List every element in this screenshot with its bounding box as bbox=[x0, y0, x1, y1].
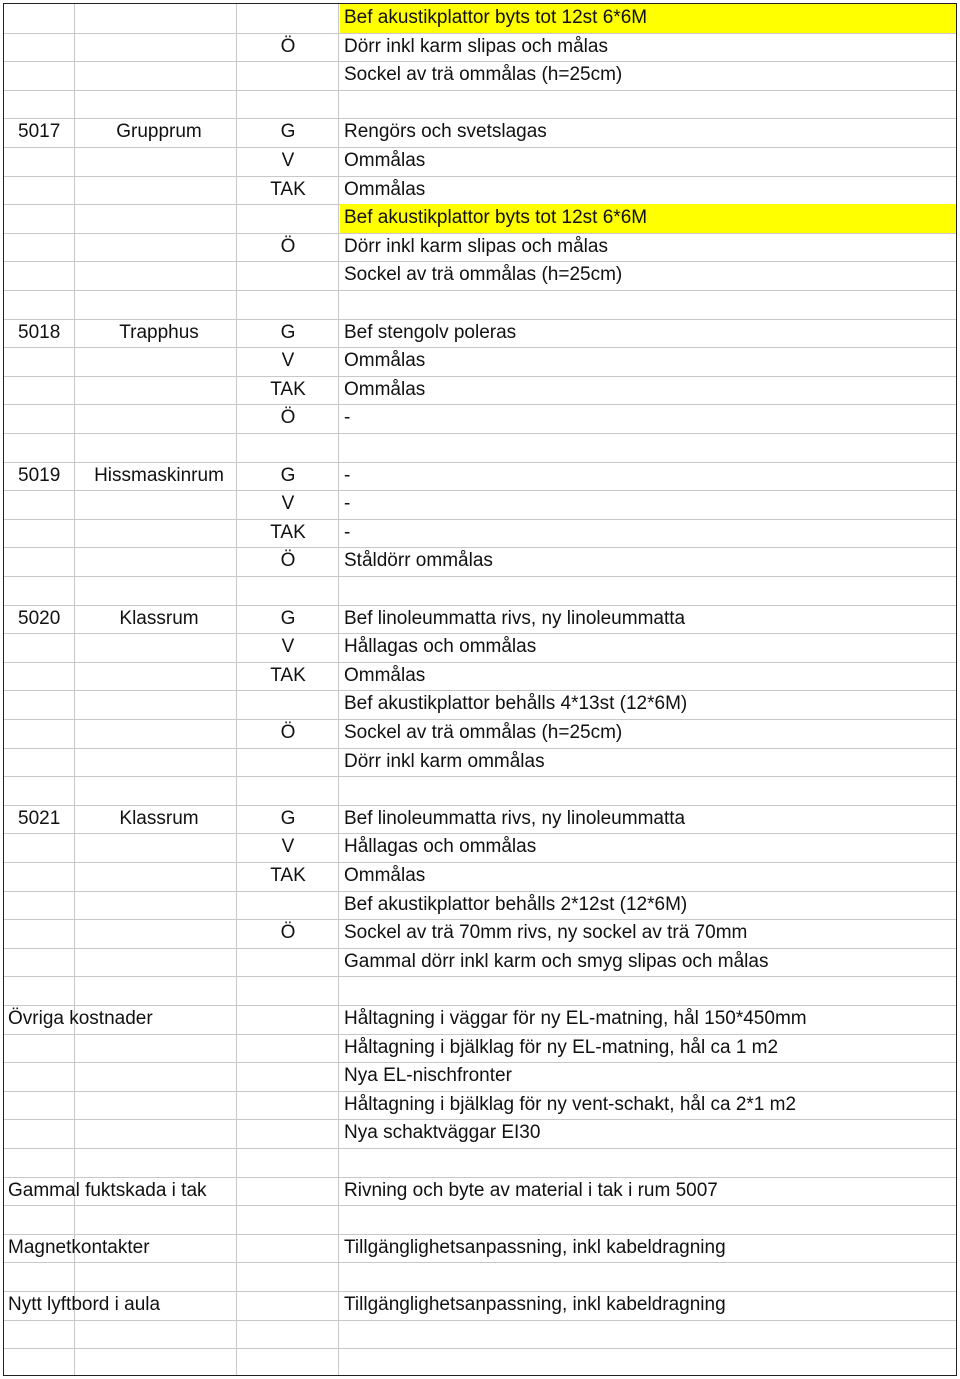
table-row bbox=[4, 919, 956, 948]
description-cell bbox=[340, 1320, 956, 1349]
description-cell: Sockel av trä ommålas (h=25cm) bbox=[344, 264, 623, 286]
table-row bbox=[4, 891, 956, 920]
surface-code-cell: V bbox=[281, 836, 295, 858]
surface-code-cell bbox=[238, 576, 338, 605]
room-number-cell: 5019 bbox=[18, 464, 61, 486]
room-name-cell bbox=[84, 433, 234, 462]
room-number-cell: 5017 bbox=[18, 121, 61, 143]
surface-code-cell: Ö bbox=[280, 235, 296, 257]
surface-code-cell: V bbox=[281, 636, 295, 658]
description-cell: Nya EL-nischfronter bbox=[344, 1065, 512, 1087]
room-name-cell bbox=[84, 776, 234, 805]
room-name-cell bbox=[84, 261, 234, 290]
description-cell: Ommålas bbox=[344, 150, 426, 171]
surface-code-cell bbox=[238, 261, 338, 290]
category-cell: Gammal fuktskada i tak bbox=[8, 1179, 207, 1201]
description-cell: Håltagning i bjälklag för ny vent-schakt, hål ca 2*1 m2 bbox=[344, 1093, 797, 1115]
room-name-cell bbox=[84, 176, 234, 205]
description-cell: Ommålas bbox=[344, 664, 426, 686]
table-row bbox=[4, 4, 956, 33]
table-row bbox=[4, 490, 956, 519]
description-cell: Ommålas bbox=[344, 350, 426, 372]
room-name-cell bbox=[84, 833, 234, 862]
room-name-cell bbox=[84, 404, 234, 433]
description-cell: Sockel av trä ommålas (h=25cm) bbox=[344, 722, 623, 743]
room-name-cell: Trapphus bbox=[119, 321, 199, 343]
description-cell: Sockel av trä ommålas (h=25cm) bbox=[344, 64, 623, 86]
table-row bbox=[4, 1234, 956, 1263]
room-name-cell bbox=[84, 690, 234, 719]
description-cell bbox=[340, 576, 956, 605]
surface-code-cell: Ö bbox=[280, 407, 296, 429]
surface-code-cell bbox=[238, 290, 338, 319]
table-row bbox=[4, 948, 956, 977]
table-row bbox=[4, 662, 956, 691]
room-name-cell bbox=[84, 204, 234, 233]
surface-code-cell bbox=[238, 976, 338, 1005]
description-cell: - bbox=[344, 521, 351, 543]
description-cell: - bbox=[344, 464, 351, 486]
description-cell: Dörr inkl karm slipas och målas bbox=[344, 35, 608, 57]
room-name-cell bbox=[84, 490, 234, 519]
surface-code-cell: G bbox=[280, 807, 296, 829]
room-name-cell bbox=[84, 33, 234, 62]
surface-code-cell: V bbox=[281, 493, 295, 515]
table-row bbox=[4, 547, 956, 576]
room-name-cell: Grupprum bbox=[116, 121, 202, 143]
description-cell bbox=[340, 433, 956, 462]
table-row bbox=[4, 1034, 956, 1063]
table-row bbox=[4, 290, 956, 319]
room-name-cell bbox=[84, 376, 234, 405]
room-name-cell: Hissmaskinrum bbox=[94, 464, 224, 486]
room-name-cell bbox=[84, 862, 234, 891]
description-cell: Sockel av trä 70mm rivs, ny sockel av trä 70mm bbox=[344, 922, 748, 944]
table-row bbox=[4, 176, 956, 205]
description-cell: Nya schaktväggar EI30 bbox=[344, 1122, 541, 1144]
table-row bbox=[4, 519, 956, 548]
table-row bbox=[4, 862, 956, 891]
room-name-cell bbox=[84, 748, 234, 777]
table-row bbox=[4, 1091, 956, 1120]
room-name-cell bbox=[84, 891, 234, 920]
room-name-cell: Klassrum bbox=[119, 807, 199, 829]
surface-code-cell bbox=[238, 61, 338, 90]
table-row bbox=[4, 1148, 956, 1177]
table-row bbox=[4, 404, 956, 433]
description-cell: Tillgänglighetsanpassning, inkl kabeldragning bbox=[344, 1294, 726, 1315]
spreadsheet-table bbox=[3, 3, 957, 1376]
surface-code-cell: Ö bbox=[280, 722, 296, 743]
category-cell: Övriga kostnader bbox=[8, 1008, 153, 1029]
description-cell: Tillgänglighetsanpassning, inkl kabeldragning bbox=[344, 1236, 726, 1258]
table-row bbox=[4, 319, 956, 348]
surface-code-cell bbox=[238, 948, 338, 977]
description-cell: Bef linoleummatta rivs, ny linoleummatta bbox=[344, 807, 686, 829]
table-row bbox=[4, 90, 956, 119]
description-cell: Håltagning i bjälklag för ny EL-matning, hål ca 1 m2 bbox=[344, 1036, 779, 1058]
category-cell: Nytt lyftbord i aula bbox=[8, 1294, 161, 1315]
room-number-cell: 5021 bbox=[18, 807, 61, 829]
room-name-cell bbox=[84, 61, 234, 90]
table-row bbox=[4, 1320, 956, 1349]
description-cell: Ommålas bbox=[344, 865, 426, 886]
description-cell: Ståldörr ommålas bbox=[344, 550, 493, 572]
room-name-cell bbox=[84, 633, 234, 662]
table-row bbox=[4, 1177, 956, 1206]
surface-code-cell: TAK bbox=[270, 664, 306, 686]
description-cell: Ommålas bbox=[344, 378, 426, 400]
table-row bbox=[4, 33, 956, 62]
surface-code-cell: Ö bbox=[280, 922, 296, 944]
surface-code-cell bbox=[238, 690, 338, 719]
description-cell bbox=[340, 90, 956, 119]
surface-code-cell: G bbox=[280, 121, 296, 143]
description-cell: Hållagas och ommålas bbox=[344, 836, 537, 858]
surface-code-cell: V bbox=[281, 350, 295, 372]
description-cell bbox=[340, 1148, 956, 1177]
description-cell bbox=[340, 1205, 956, 1234]
surface-code-cell: TAK bbox=[270, 521, 306, 543]
table-row bbox=[4, 233, 956, 262]
surface-code-cell: Ö bbox=[280, 35, 296, 57]
table-row bbox=[4, 462, 956, 491]
description-cell: Bef linoleummatta rivs, ny linoleummatta bbox=[344, 607, 686, 629]
room-number-cell: 5020 bbox=[18, 607, 61, 629]
table-row bbox=[4, 833, 956, 862]
surface-code-cell: TAK bbox=[270, 378, 306, 400]
table-row bbox=[4, 347, 956, 376]
surface-code-cell bbox=[238, 4, 338, 33]
table-row bbox=[4, 1062, 956, 1091]
table-row bbox=[4, 1119, 956, 1148]
room-name-cell bbox=[84, 576, 234, 605]
description-cell bbox=[340, 1348, 956, 1376]
description-cell: Ommålas bbox=[344, 178, 426, 200]
description-cell: Dörr inkl karm slipas och målas bbox=[344, 235, 608, 257]
description-cell: Rivning och byte av material i tak i rum 5007 bbox=[344, 1179, 718, 1201]
table-row bbox=[4, 61, 956, 90]
table-row bbox=[4, 1005, 956, 1034]
table-row bbox=[4, 147, 956, 176]
table-row bbox=[4, 1348, 956, 1376]
description-cell: Gammal dörr inkl karm och smyg slipas och målas bbox=[344, 950, 769, 972]
surface-code-cell: G bbox=[280, 321, 296, 343]
table-row bbox=[4, 605, 956, 634]
room-name-cell: Klassrum bbox=[119, 607, 199, 629]
table-row bbox=[4, 633, 956, 662]
room-name-cell bbox=[84, 662, 234, 691]
room-name-cell bbox=[84, 976, 234, 1005]
table-row bbox=[4, 690, 956, 719]
room-name-cell bbox=[84, 4, 234, 33]
table-row bbox=[4, 1205, 956, 1234]
table-row bbox=[4, 776, 956, 805]
room-name-cell bbox=[84, 519, 234, 548]
table-row bbox=[4, 748, 956, 777]
description-cell: Bef akustikplattor byts tot 12st 6*6M bbox=[340, 4, 956, 33]
description-cell: Rengörs och svetslagas bbox=[344, 121, 547, 143]
room-number-cell: 5018 bbox=[18, 321, 61, 343]
room-name-cell bbox=[84, 948, 234, 977]
room-name-cell bbox=[84, 547, 234, 576]
description-cell: - bbox=[344, 493, 351, 515]
room-name-cell bbox=[84, 347, 234, 376]
table-row bbox=[4, 433, 956, 462]
surface-code-cell: G bbox=[280, 464, 296, 486]
table-row bbox=[4, 719, 956, 748]
table-row bbox=[4, 204, 956, 233]
table-row bbox=[4, 376, 956, 405]
surface-code-cell: TAK bbox=[270, 865, 306, 886]
description-cell bbox=[340, 776, 956, 805]
surface-code-cell bbox=[238, 776, 338, 805]
surface-code-cell bbox=[238, 90, 338, 119]
table-row bbox=[4, 805, 956, 834]
description-cell bbox=[340, 976, 956, 1005]
category-cell: Magnetkontakter bbox=[8, 1236, 150, 1258]
surface-code-cell: Ö bbox=[280, 550, 296, 572]
room-name-cell bbox=[84, 90, 234, 119]
room-name-cell bbox=[84, 147, 234, 176]
table-row bbox=[4, 261, 956, 290]
description-cell bbox=[340, 1262, 956, 1291]
description-cell: Bef akustikplattor behålls 4*13st (12*6M) bbox=[344, 693, 688, 715]
surface-code-cell bbox=[238, 748, 338, 777]
room-name-cell bbox=[84, 919, 234, 948]
surface-code-cell bbox=[238, 433, 338, 462]
surface-code-cell bbox=[238, 204, 338, 233]
description-cell bbox=[340, 290, 956, 319]
table-row bbox=[4, 118, 956, 147]
table-row bbox=[4, 1291, 956, 1320]
description-cell: - bbox=[344, 407, 351, 429]
surface-code-cell: G bbox=[280, 607, 296, 629]
room-name-cell bbox=[84, 719, 234, 748]
table-row bbox=[4, 576, 956, 605]
description-cell: Håltagning i väggar för ny EL-matning, hål 150*450mm bbox=[344, 1008, 807, 1029]
surface-code-cell bbox=[238, 891, 338, 920]
room-name-cell bbox=[84, 290, 234, 319]
room-name-cell bbox=[84, 233, 234, 262]
description-cell: Dörr inkl karm ommålas bbox=[344, 750, 545, 772]
description-cell: Bef akustikplattor byts tot 12st 6*6M bbox=[340, 204, 956, 233]
table-row bbox=[4, 976, 956, 1005]
description-cell: Hållagas och ommålas bbox=[344, 636, 537, 658]
description-cell: Bef akustikplattor behålls 2*12st (12*6M) bbox=[344, 893, 688, 915]
surface-code-cell: TAK bbox=[270, 178, 306, 200]
table-row bbox=[4, 1262, 956, 1291]
description-cell: Bef stengolv poleras bbox=[344, 321, 517, 343]
surface-code-cell: V bbox=[281, 150, 295, 171]
